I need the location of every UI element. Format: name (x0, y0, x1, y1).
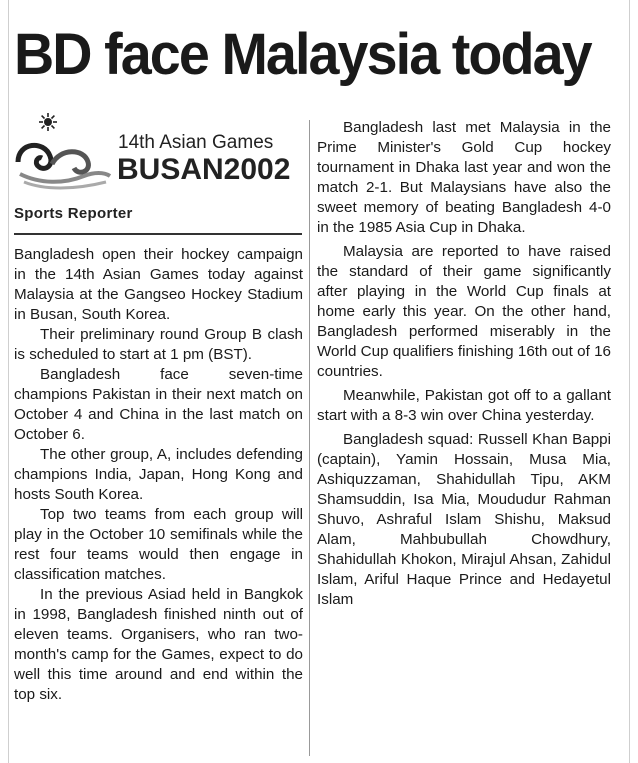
column-divider (309, 120, 310, 756)
asian-games-logo (14, 112, 304, 194)
busan-emblem-icon (14, 112, 114, 192)
headline: BD face Malaysia today (14, 22, 591, 87)
paragraph: In the previous Asiad held in Bangkok in 1998, Bangladesh finished ninth out of eleven teams. Organisers, who ran two-month's camp for the Games, expect to do well this time around and end within the top six. (14, 586, 303, 703)
byline-divider (14, 233, 302, 235)
paragraph: Meanwhile, Pakistan got off to a gallant start with a 8-3 win over China yesterday. (317, 387, 611, 424)
logo-event-city-year: BUSAN2002 (117, 153, 291, 186)
right-column (317, 118, 611, 614)
byline: Sports Reporter (14, 205, 133, 222)
paragraph: Their preliminary round Group B clash is scheduled to start at 1 pm (BST). (14, 326, 303, 363)
left-column (14, 245, 303, 705)
paragraph: Top two teams from each group will play in the October 10 semifinals while the rest four teams would then engage in classification matches. (14, 506, 303, 583)
paragraph: Bangladesh squad: Russell Khan Bappi (captain), Yamin Hossain, Musa Mia, Ashiquzzaman, Shahidullah Tipu, AKM Shamsuddin, Isa Mia, Moududur Rahman Shuvo, Ashraful Islam Shishu, Maksud Alam, Mahbubullah Chowdhury, Shahidullah Khokon, Mirajul Ahsan, Zahidul Islam, Ariful Haque Prince and Hedayetul Islam (317, 431, 611, 608)
paragraph: Bangladesh open their hockey campaign in the 14th Asian Games today against Malaysia at the Gangseo Hockey Stadium in Busan, South Korea. (14, 246, 303, 323)
paragraph: Malaysia are reported to have raised the standard of their game significantly after playing in the World Cup finals at home early this year. On the other hand, Bangladesh performed miserably in the World Cup qualifiers finishing 16th out of 16 countries. (317, 243, 611, 380)
paragraph: The other group, A, includes defending champions India, Japan, Hong Kong and hosts South Korea. (14, 446, 303, 503)
logo-event-title: 14th Asian Games (118, 132, 274, 153)
paragraph: Bangladesh face seven-time champions Pakistan in their next match on October 4 and China in the last match on October 6. (14, 366, 303, 443)
paragraph: Bangladesh last met Malaysia in the Prime Minister's Gold Cup hockey tournament in Dhaka last year and won the match 2-1. But Malaysians have also the sweet memory of beating Bangladesh 4-0 in the 1985 Asia Cup in Dhaka. (317, 119, 611, 236)
